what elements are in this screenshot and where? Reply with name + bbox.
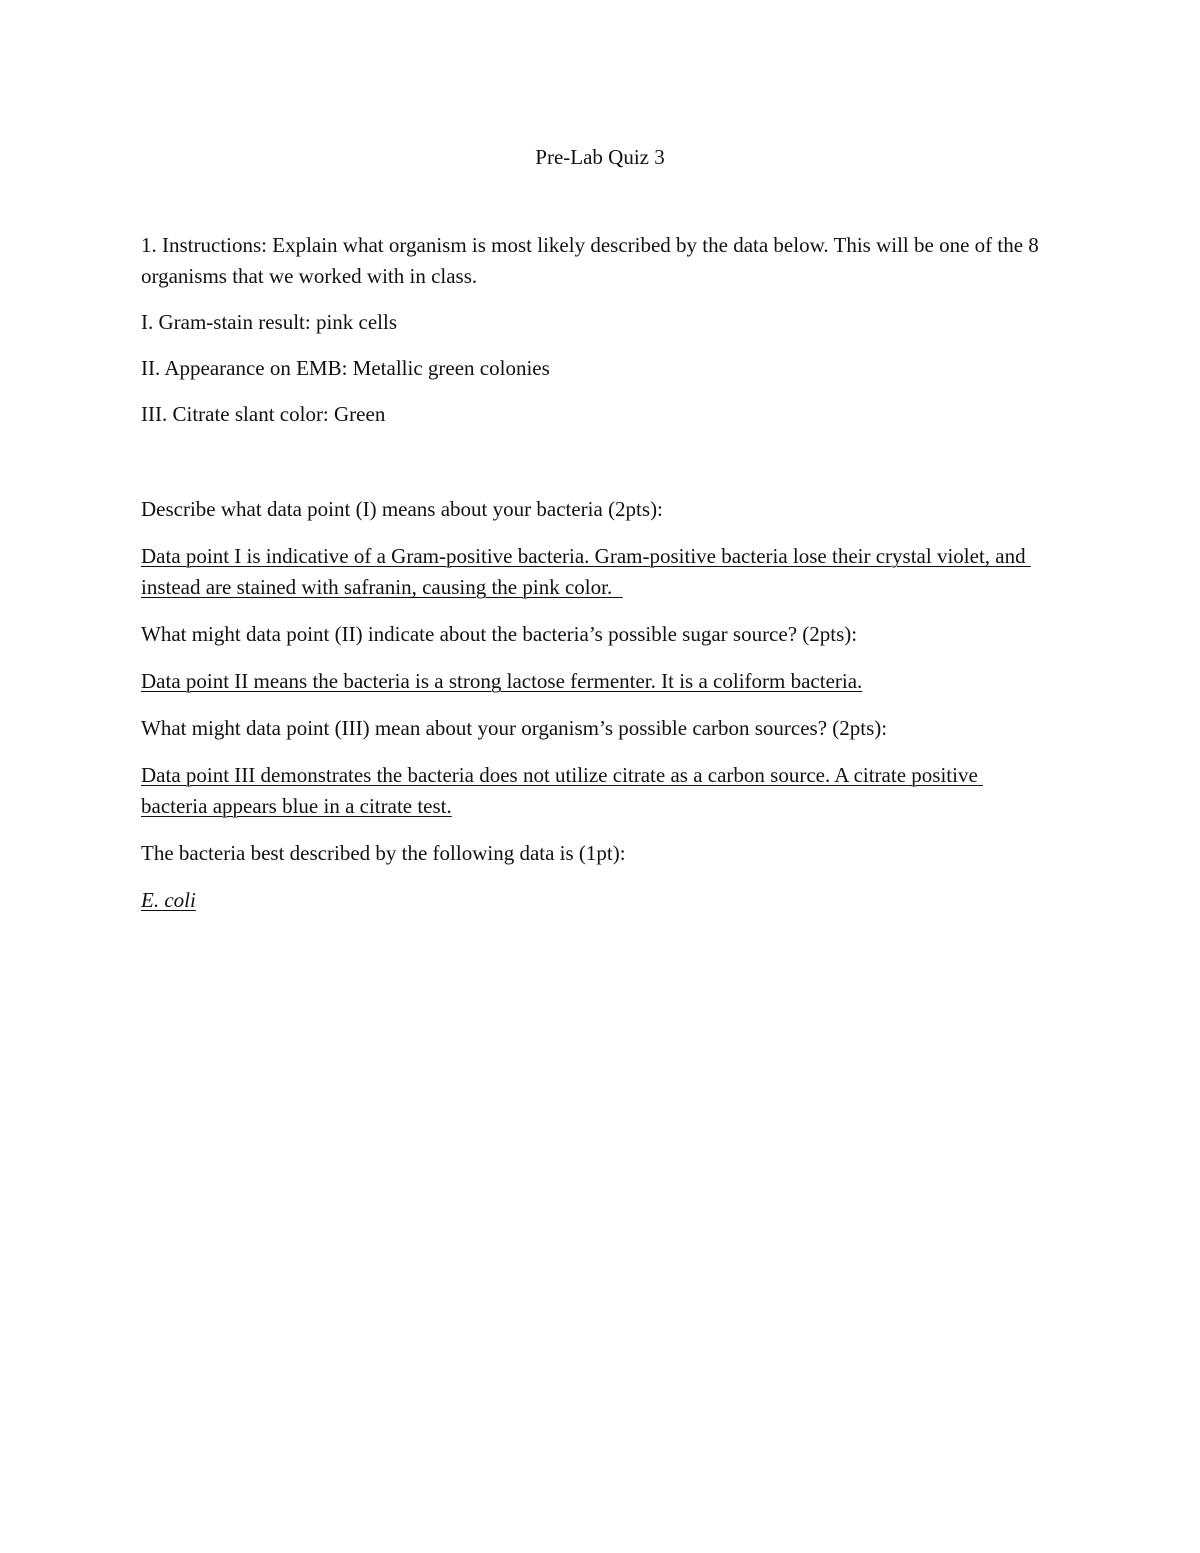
- question-1-prompt: Describe what data point (I) means about your bacteria (2pts):: [141, 497, 663, 521]
- instructions: 1. Instructions: Explain what organism is most likely described by the data below. This will be one of the 8 organisms that we worked with in class.: [141, 233, 1039, 288]
- question-2-prompt: What might data point (II) indicate about the bacteria’s possible sugar source? (2pts):: [141, 622, 858, 646]
- question-4-prompt: The bacteria best described by the following data is (1pt):: [141, 841, 626, 865]
- question-3-answer: Data point III demonstrates the bacteria does not utilize citrate as a carbon source. A citrate positive bacteria appears blue in a citrate test.: [141, 763, 984, 818]
- document-body: [141, 230, 1046, 916]
- data-point-1: I. Gram-stain result: pink cells: [141, 310, 398, 334]
- question-4-answer: E. coli: [141, 888, 196, 912]
- page-title: Pre-Lab Quiz 3: [535, 145, 665, 169]
- data-point-2: II. Appearance on EMB: Metallic green colonies: [141, 356, 550, 380]
- data-point-3: III. Citrate slant color: Green: [141, 402, 386, 426]
- question-1-answer: Data point I is indicative of a Gram-positive bacteria. Gram-positive bacteria lose their crystal violet, and instead are stained with safranin, causing the pink color.: [141, 544, 1031, 599]
- question-3-prompt: What might data point (III) mean about your organism’s possible carbon sources? (2pts):: [141, 716, 888, 740]
- question-2-answer: Data point II means the bacteria is a strong lactose fermenter. It is a coliform bacteria.: [141, 669, 863, 693]
